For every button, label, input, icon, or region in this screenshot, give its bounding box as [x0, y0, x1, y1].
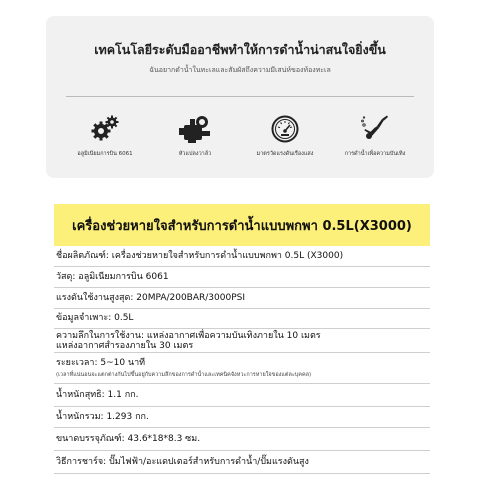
feature-diving: [330, 114, 420, 158]
pressure-gauge-icon: [270, 114, 300, 144]
spec-row-text: แรงดันใช้งานสูงสุด: 20MPA/200BAR/3000PSI: [56, 293, 245, 303]
headline: เทคโนโลยีระดับมืออาชีพทำให้การดำน้ำน่าสนใจยิ่งขึ้น: [94, 42, 386, 57]
gears-icon: [90, 114, 120, 144]
spec-row-line: แหล่งอากาศสำรองภายใน 30 เมตร: [56, 341, 194, 351]
spec-row-text: วัสดุ: อลูมิเนียมการบิน 6061: [56, 272, 169, 282]
feature-label: หัวแปลงวาล์ว: [178, 151, 212, 157]
feature-gauge: [240, 114, 330, 158]
spec-row-pressure: [54, 288, 430, 309]
subline: ฉันอยากดำน้ำในทะเลและสัมผัสถึงความมีเสน่ห์ของท้องทะเล: [149, 66, 331, 74]
spec-row-text: ชื่อผลิตภัณฑ์: เครื่องช่วยหายใจสำหรับการดำน้ำแบบพกพา 0.5L (X3000): [56, 251, 344, 261]
spec-row-gross-weight: [54, 407, 430, 428]
spec-row-text: ขนาดบรรจุภัณฑ์: 43.6*18*8.3 ซม.: [56, 434, 201, 444]
spec-table: [54, 204, 430, 474]
divider: [66, 96, 414, 97]
feature-label: อลูมิเนียมการบิน 6061: [77, 151, 133, 157]
feature-label: การดำน้ำเพื่อความบันเทิง: [344, 151, 406, 157]
pressure-valve-icon: [178, 114, 212, 144]
feature-aluminium: [60, 114, 150, 158]
spec-row-product-name: [54, 246, 430, 267]
spec-row-note: (เวลาที่แน่นอนจะแตกต่างกันไปขึ้นอยู่กับความลึกของการดำน้ำและเทคนิคจังหวะการหายใจของแต่ละบุคคล): [56, 372, 312, 378]
spec-row-material: [54, 267, 430, 288]
spec-row-depth: [54, 329, 430, 353]
spec-row-text: ข้อมูลจำเพาะ: 0.5L: [56, 313, 134, 323]
feature-valve: [150, 114, 240, 158]
spec-row-package-size: [54, 428, 430, 451]
spec-row-text: วิธีการชาร์จ: ปั๊มไฟฟ้า/อะแดปเตอร์สำหรับการดำน้ำ/ปั๊มแรงดันสูง: [56, 457, 309, 467]
spec-title: เครื่องช่วยหายใจสำหรับการดำน้ำแบบพกพา 0.5L(X3000): [54, 204, 430, 246]
spec-row-line: ระยะเวลา: 5~10 นาที: [56, 358, 146, 368]
feature-label: มาตรวัดแรงดันเรืองแสง: [256, 151, 314, 157]
spec-row-line: ความลึกในการใช้งาน: แหล่งอากาศเพื่อความบันเทิงภายใน 10 เมตร: [56, 331, 321, 341]
spec-row-charging: [54, 451, 430, 474]
spec-row-net-weight: [54, 384, 430, 407]
feature-card: [46, 16, 434, 178]
spec-row-text: น้ำหนักสุทธิ: 1.1 กก.: [56, 390, 139, 400]
scuba-diver-icon: [360, 114, 390, 144]
spec-row-duration: [54, 353, 430, 384]
spec-row-spec: [54, 309, 430, 329]
spec-row-text: น้ำหนักรวม: 1.293 กก.: [56, 412, 149, 422]
